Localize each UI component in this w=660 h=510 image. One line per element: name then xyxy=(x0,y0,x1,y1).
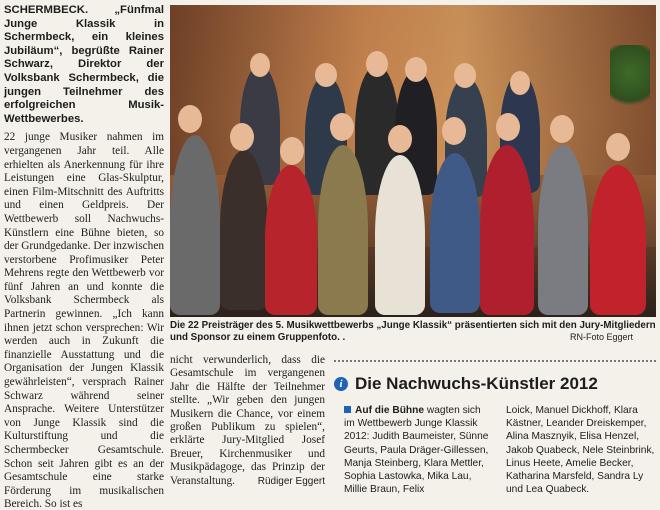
info-box-title: Die Nachwuchs-Künstler 2012 xyxy=(355,374,598,393)
info-box-names-1: wagten sich im Wettbewerb Junge Klassik 2012: Judith Baumeister, Sünne Geurts, Paula Dräger-Gillessen, Manja Steinberg, Klara Mettler, Sophia Lastowka, Mika Lau, Millie Braun, Felix xyxy=(344,405,489,496)
info-box-column-1 xyxy=(344,404,494,496)
photo-head xyxy=(330,113,354,141)
photo-credit: RN-Foto Eggert xyxy=(570,332,634,342)
left-article-column xyxy=(4,4,164,508)
photo-head xyxy=(606,133,630,161)
photo-head xyxy=(496,113,520,141)
dotted-divider xyxy=(334,360,656,362)
photo-person xyxy=(265,165,317,315)
info-box-lead: Auf die Bühne xyxy=(355,405,425,416)
info-box-column-2 xyxy=(506,404,656,496)
photo-plant xyxy=(610,45,650,115)
info-box xyxy=(334,360,656,506)
photo-head xyxy=(366,51,388,77)
middle-article-column xyxy=(170,354,325,488)
photo-person xyxy=(170,135,220,315)
photo-head xyxy=(454,63,476,88)
photo-person xyxy=(375,155,425,315)
photo-person xyxy=(318,145,368,315)
article-body: 22 junge Musiker nahmen im vergangenen Jahr teil. Alle erhielten als Anerkennung für ihre Leistungen eine Glas-Skulptur, einen Film-Mitschnitt des Auftritts und einen Geldpreis. Der Wettbewerb soll Nachwuchs-Künstlern eine Bühne bieten, so der Grundgedanke. Der inzwischen verstorbene Profimusiker Peter Mehrens regte den Wettbewerb vor fünf Jahren an und konnte die Volksbank Schermbeck als Partnerin gewinnen. „Ich kann ihnen jetzt schon versprechen: Wir werden auch in Zukunft die finanzielle Ausstattung und die Organisation der Jungen Klassik gewährleisten“, versprach Rainer Schwarz während seiner Ansprache. Weitere Unterstützer von Junge Klassik sind die Kulturstiftung und die Schermbecker Gesamtschule. Schon seit Jahren gibt es an der Gesamtschule eine starke Förderung im musikalischen Bereich. So ist es xyxy=(4,131,164,510)
author-signature: Rüdiger Eggert xyxy=(257,475,325,487)
bullet-square-icon xyxy=(344,406,351,413)
info-box-header xyxy=(334,374,598,394)
photo-caption: Die 22 Preisträger des 5. Musikwettbewerbs „Junge Klassik“ präsentierten sich mit den Jury-Mitgliedern und Sponsor zu einem Gruppenfoto. . xyxy=(170,320,656,343)
photo-head xyxy=(442,117,466,145)
photo-head xyxy=(230,123,254,151)
article-continuation: nicht verwunderlich, dass die Gesamtschule im vergangenen Jahr die Hälfte der Teilnehmer stellte. „Wir geben den jungen Musikern die Chance, vor einem großen Publikum zu spielen“, erklärte Jury-Mitglied Josef Breuer, Kirchenmusiker und Musikpädagoge, das Prinzip der Veranstaltung. xyxy=(170,354,325,487)
photo-head xyxy=(550,115,574,143)
photo-head xyxy=(280,137,304,165)
group-photo xyxy=(170,5,656,317)
info-box-columns xyxy=(344,404,656,496)
photo-person xyxy=(590,165,646,315)
photo-person xyxy=(538,145,588,315)
article-lead: SCHERMBECK. „Fünfmal Junge Klassik in Schermbeck, ein kleines Jubiläum“, begrüßte Rainer Schwarz, Direktor der Volksbank Schermbeck, die jungen Teilnehmer des erfolgreichen Musik-Wettbewerbes. xyxy=(4,4,164,125)
info-box-names-2: Loick, Manuel Dickhoff, Klara Kästner, Leander Dreiskemper, Alina Masznyik, Elisa Henzel, Jakob Quabeck, Nele Steinbrink, Linus Heete, Amelie Becker, Katharina Marsfeld, Sandra Ly und Lea Quabeck. xyxy=(506,405,655,496)
photo-person xyxy=(480,145,534,315)
photo-head xyxy=(405,57,427,82)
photo-head xyxy=(178,105,202,133)
photo-head xyxy=(315,63,337,87)
photo-head xyxy=(388,125,412,153)
photo-head xyxy=(250,53,270,77)
info-icon: i xyxy=(334,377,348,391)
photo-person xyxy=(430,153,480,313)
photo-person xyxy=(220,150,268,310)
photo-head xyxy=(510,71,530,95)
